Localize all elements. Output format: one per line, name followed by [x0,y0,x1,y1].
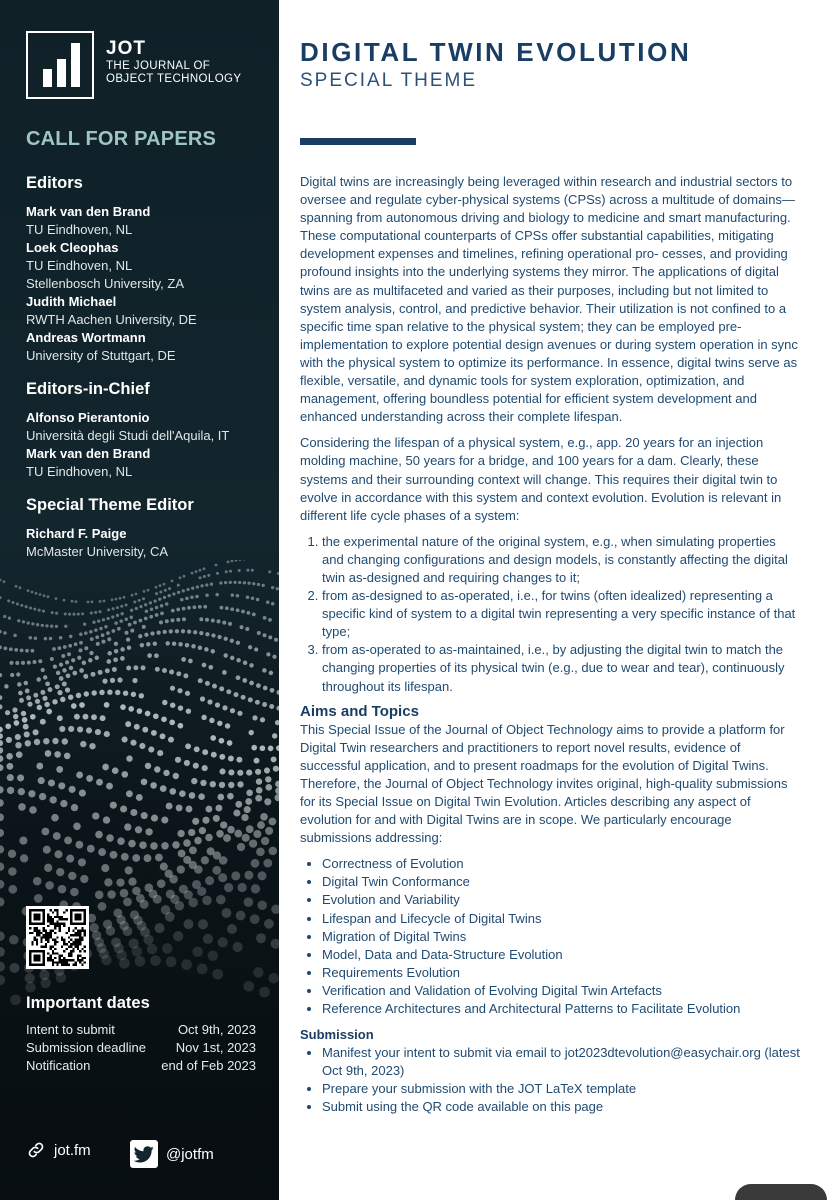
page-subtitle: SPECIAL THEME [300,70,477,91]
editors-in-chief-section [26,379,229,481]
topics-list [300,855,800,1018]
page-title: DIGITAL TWIN EVOLUTION [300,37,692,67]
intro-paragraph: Digital twins are increasingly being leveraged within research and industrial sectors to oversee and regulate cyber-physical systems (CPSs) across a multitude of domains—spanning from autonomous driving and biology to medicine and smart manufacturing. These computational counterparts of CPSs offer substantial capabilities, mitigating development expenses and timelines, refining operational pro- cesses, and providing profound insights into the underlying systems they mirror. The applications of digital twins are as multifaceted and varied as their purposes, including but not limited to system analysis, control, and predictive behavior. Their utilization is not confined to a specific time span relative to the physical system; they can be employed pre-implementation to explore potential design avenues or during system operation in sync with the physical system to optimize its performance. In essence, digital twins serve as flexible, versatile, and dynamic tools for system exploration, optimization, and management, offering boundless potential for efficient system development and enhanced understanding across their complete lifespan. [300,174,798,425]
editor-entry [26,409,229,445]
editor-affiliation: RWTH Aachen University, DE [26,312,197,327]
title-divider [300,138,416,145]
logo-subtitle-line2: OBJECT TECHNOLOGY [106,73,242,85]
editor-affiliation: TU Eindhoven, NL [26,258,133,273]
corner-overlay-tab [735,1184,827,1200]
list-item: 1. the experimental nature of the original system, e.g., when simulating properties and changing configurations and design models, is constantly affecting the digital twin as-designed and requiring changes to it; [322,533,800,587]
article-body [300,173,800,1125]
list-item: • Evolution and Variability [322,891,800,909]
editor-affiliation: Stellenbosch University, ZA [26,276,184,291]
editor-affiliation: TU Eindhoven, NL [26,464,133,479]
editor-affiliation: University of Stuttgart, DE [26,348,176,363]
editor-affiliation: Università degli Studi dell'Aquila, IT [26,428,230,443]
list-item: • Submit using the QR code available on this page [322,1098,800,1116]
lifespan-paragraph: Considering the lifespan of a physical system, e.g., app. 20 years for an injection molding machine, 50 years for a bridge, and 100 years for a dam. Clearly, these systems and their surrounding context will change. This requires their digital twin to evolve in accordance with this system and context evolution. Evolution is relevant in different life cycle phases of a system: [300,435,782,523]
jot-logo-icon [26,31,94,99]
editor-name: Mark van den Brand [26,446,151,461]
list-item: • Verification and Validation of Evolving Digital Twin Artefacts [322,982,800,1000]
editor-name: Judith Michael [26,294,117,309]
list-item: • Reference Architectures and Architectural Patterns to Facilitate Evolution [322,1000,800,1018]
journal-logo-text [106,38,241,86]
twitter-handle[interactable]: @jotfm [166,1145,214,1163]
important-dates-heading: Important dates [26,994,150,1012]
date-row [26,1021,256,1039]
submission-heading: Submission [300,1027,374,1043]
list-item: • Digital Twin Conformance [322,873,800,891]
date-value: Nov 1st, 2023 [175,1040,256,1055]
website-link[interactable] [26,1140,91,1160]
editors-section [26,173,197,365]
important-dates-section [26,993,256,1075]
list-item: • Lifespan and Lifecycle of Digital Twins [322,910,800,928]
list-item: • Correctness of Evolution [322,855,800,873]
editor-affiliation: TU Eindhoven, NL [26,222,133,237]
date-value: end of Feb 2023 [161,1058,256,1073]
special-theme-editor-section [26,495,194,561]
editor-name: Andreas Wortmann [26,330,146,345]
editor-name: Mark van den Brand [26,204,151,219]
special-theme-editor-heading: Special Theme Editor [26,496,194,514]
list-item: • Migration of Digital Twins [322,928,800,946]
date-value: Oct 9th, 2023 [177,1022,256,1037]
link-icon [26,1140,46,1160]
logo-title: JOT [106,38,146,59]
editor-name: Loek Cleophas [26,240,119,255]
call-for-papers-heading: CALL FOR PAPERS [26,128,217,150]
website-link-text[interactable]: jot.fm [54,1141,91,1159]
list-item: • Model, Data and Data-Structure Evolution [322,946,800,964]
submission-list [300,1044,800,1116]
aims-heading: Aims and Topics [300,702,419,720]
twitter-icon [130,1140,158,1168]
date-label: Notification [26,1058,91,1073]
list-item: 2. from as-designed to as-operated, i.e., for twins (often idealized) representing a specific kind of system to a digital twin representing a very specific instance of that type; [322,587,800,641]
editor-entry [26,445,229,481]
editor-name: Alfonso Pierantonio [26,410,150,425]
list-item: • Requirements Evolution [322,964,800,982]
editor-entry [26,293,197,329]
list-item: • Prepare your submission with the JOT LaTeX template [322,1080,800,1098]
editors-heading: Editors [26,174,83,192]
twitter-link[interactable] [130,1140,214,1168]
editor-name: Richard F. Paige [26,526,127,541]
editors-in-chief-heading: Editors-in-Chief [26,380,150,398]
editor-entry [26,329,197,365]
editor-entry [26,203,197,239]
phases-list [300,533,800,696]
date-row [26,1039,256,1057]
date-label: Intent to submit [26,1022,115,1037]
editor-entry [26,239,197,293]
sidebar [0,0,279,1200]
list-item: 3. from as-operated to as-maintained, i.e., by adjusting the digital twin to match the changing properties of its physical twin (e.g., due to wear and tear), continuously throughout its lifespan. [322,641,800,695]
editor-affiliation: McMaster University, CA [26,544,169,559]
logo-subtitle-line1: THE JOURNAL OF [106,60,211,72]
date-row [26,1057,256,1075]
submission-qr-code[interactable] [26,906,89,969]
date-label: Submission deadline [26,1040,146,1055]
aims-paragraph: This Special Issue of the Journal of Object Technology aims to provide a platform for Digital Twin researchers and practitioners to report novel results, evidence of successful application, and to present roadmaps for the evolution of Digital Twins. Therefore, the Journal of Object Technology invites original, high-quality submissions for its Special Issue on Digital Twin Evolution. Articles describing any aspect of evolution for and with Digital Twins are in scope. We particularly encourage submissions addressing: [300,721,788,846]
editor-entry [26,525,194,561]
list-item: • Manifest your intent to submit via email to jot2023dtevolution@easychair.org (latest Oct 9th, 2023) [322,1044,800,1080]
